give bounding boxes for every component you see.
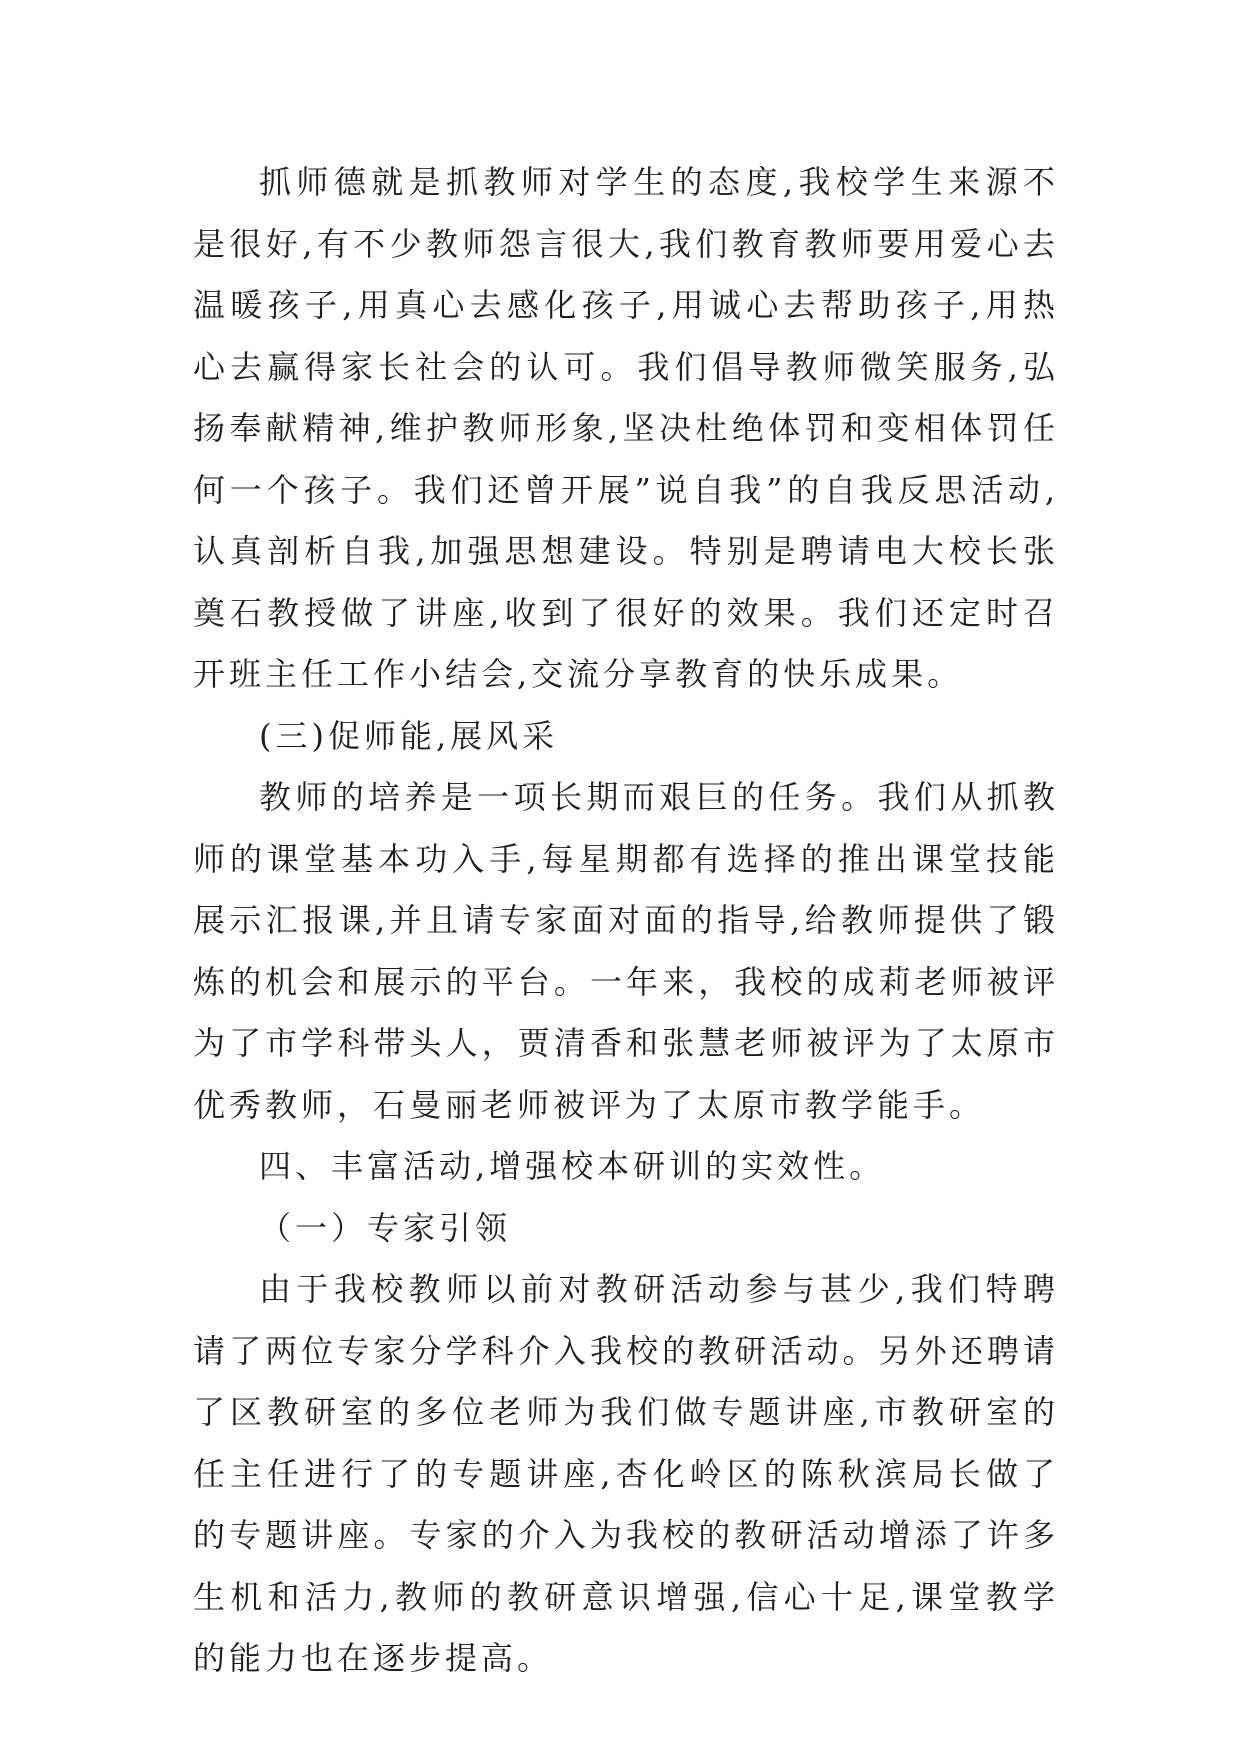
document-body — [193, 152, 1059, 1690]
paragraph-expert-guidance: 由于我校教师以前对教研活动参与甚少,我们特聘请了两位专家分学科介入我校的教研活动。另外还聘请了区教研室的多位老师为我们做专题讲座,市教研室的任主任进行了的专题讲座,杏化岭区的陈秋滨局长做了的专题讲座。专家的介入为我校的教研活动增添了许多生机和活力,教师的教研意识增强,信心十足,课堂教学的能力也在逐步提高。 — [193, 1270, 1059, 1677]
section-heading-4: 四、丰富活动,增强校本研训的实效性。 — [259, 1147, 886, 1185]
subsection-heading-1: （一）专家引领 — [259, 1208, 512, 1247]
paragraph-teacher-training: 教师的培养是一项长期而艰巨的任务。我们从抓教师的课堂基本功入手,每星期都有选择的推出课堂技能展示汇报课,并且请专家面对面的指导,给教师提供了锻炼的机会和展示的平台。一年来，我校的成莉老师被评为了市学科带头人，贾清香和张慧老师被评为了太原市优秀教师，石曼丽老师被评为了太原市教学能手。 — [193, 778, 1059, 1124]
paragraph-teacher-ethics: 抓师德就是抓教师对学生的态度,我校学生来源不是很好,有不少教师怨言很大,我们教育教师要用爱心去温暖孩子,用真心去感化孩子,用诚心去帮助孩子,用热心去赢得家长社会的认可。我们倡导教师微笑服务,弘扬奉献精神,维护教师形象,坚决杜绝体罚和变相体罚任何一个孩子。我们还曾开展”说自我”的自我反思活动,认真剖析自我,加强思想建设。特别是聘请电大校长张奠石教授做了讲座,收到了很好的效果。我们还定时召开班主任工作小结会,交流分享教育的快乐成果。 — [193, 163, 1059, 693]
section-heading-3: (三)促师能,展风采 — [259, 716, 559, 755]
